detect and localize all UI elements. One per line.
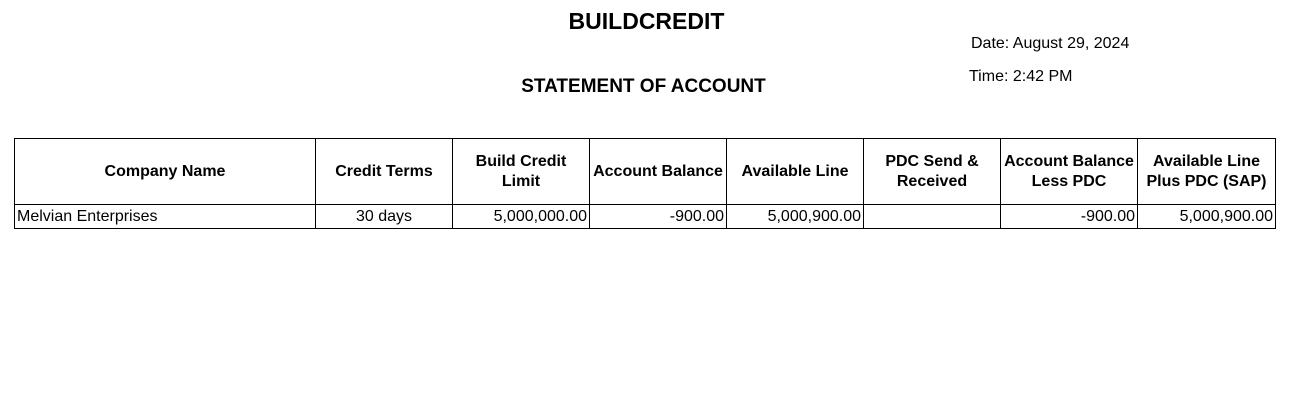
report-time: Time: 2:42 PM bbox=[969, 68, 1073, 85]
column-header-pdc-send-received: PDC Send & Received bbox=[864, 139, 1001, 205]
cell-build-credit-limit: 5,000,000.00 bbox=[453, 205, 590, 229]
cell-available-line: 5,000,900.00 bbox=[727, 205, 864, 229]
report-subtitle: STATEMENT OF ACCOUNT bbox=[521, 76, 766, 97]
column-header-build-credit-limit: Build Credit Limit bbox=[453, 139, 590, 205]
report-date: Date: August 29, 2024 bbox=[971, 35, 1130, 52]
column-header-account-balance-less-pdc: Account Balance Less PDC bbox=[1001, 139, 1138, 205]
column-header-available-line: Available Line bbox=[727, 139, 864, 205]
column-header-company-name: Company Name bbox=[15, 139, 316, 205]
table-header-row bbox=[15, 139, 1276, 205]
cell-company-name: Melvian Enterprises bbox=[15, 205, 316, 229]
column-header-credit-terms: Credit Terms bbox=[316, 139, 453, 205]
cell-pdc-send-received bbox=[864, 205, 1001, 229]
cell-available-line-plus-pdc: 5,000,900.00 bbox=[1138, 205, 1276, 229]
column-header-account-balance: Account Balance bbox=[590, 139, 727, 205]
column-header-available-line-plus-pdc: Available Line Plus PDC (SAP) bbox=[1138, 139, 1276, 205]
cell-account-balance: -900.00 bbox=[590, 205, 727, 229]
table-row bbox=[15, 205, 1276, 229]
cell-credit-terms: 30 days bbox=[316, 205, 453, 229]
report-title: BUILDCREDIT bbox=[568, 8, 725, 34]
statement-table bbox=[14, 138, 1276, 229]
cell-account-balance-less-pdc: -900.00 bbox=[1001, 205, 1138, 229]
